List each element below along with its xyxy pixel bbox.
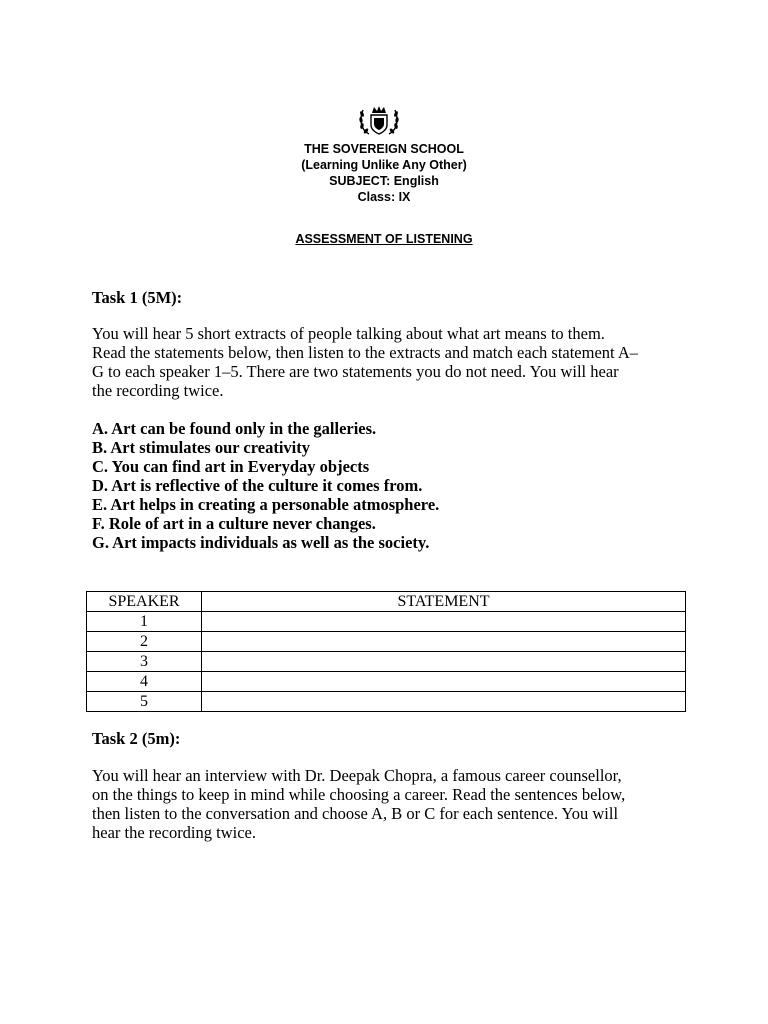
speaker-cell: 1 [87,612,202,632]
statement-cell[interactable] [202,632,686,652]
subject-label: SUBJECT: English [329,174,439,188]
school-header [0,141,768,205]
statement-item: F. Role of art in a culture never changes. [92,514,376,533]
statement-cell[interactable] [202,692,686,712]
instruction-line: G to each speaker 1–5. There are two statements you do not need. You will hear [92,362,619,381]
statement-item: A. Art can be found only in the galleries. [92,419,377,438]
statement-list [92,419,692,552]
task1-instructions [92,324,692,400]
statement-column-header: STATEMENT [202,592,686,612]
statement-item: C. You can find art in Everyday objects [92,457,370,476]
task2-instructions [92,766,692,842]
table-row [87,672,686,692]
table-row [87,652,686,672]
table-row [87,612,686,632]
task1-heading: Task 1 (5M): [92,288,183,307]
instruction-line: then listen to the conversation and choose A, B or C for each sentence. You will [92,804,619,823]
statement-item: D. Art is reflective of the culture it comes from. [92,476,423,495]
assessment-title: ASSESSMENT OF LISTENING [295,232,473,246]
task2-heading: Task 2 (5m): [92,729,181,748]
statement-cell[interactable] [202,652,686,672]
table-header-row [87,592,686,612]
instruction-line: the recording twice. [92,381,224,400]
instruction-line: on the things to keep in mind while choosing a career. Read the sentences below, [92,785,626,804]
table-row [87,692,686,712]
school-motto: (Learning Unlike Any Other) [301,158,467,172]
speaker-column-header: SPEAKER [87,592,202,612]
speaker-cell: 4 [87,672,202,692]
statement-cell[interactable] [202,672,686,692]
table-row [87,632,686,652]
speaker-cell: 5 [87,692,202,712]
statement-item: G. Art impacts individuals as well as the society. [92,533,430,552]
statement-cell[interactable] [202,612,686,632]
class-label: Class: IX [357,190,411,204]
instruction-line: You will hear 5 short extracts of people talking about what art means to them. [92,324,605,343]
instruction-line: hear the recording twice. [92,823,257,842]
instruction-line: You will hear an interview with Dr. Deepak Chopra, a famous career counsellor, [92,766,622,785]
speaker-cell: 3 [87,652,202,672]
statement-item: B. Art stimulates our creativity [92,438,310,457]
school-name: THE SOVEREIGN SCHOOL [304,142,464,156]
matching-table [86,591,686,712]
school-crest-icon [357,104,401,138]
speaker-cell: 2 [87,632,202,652]
statement-item: E. Art helps in creating a personable atmosphere. [92,495,440,514]
instruction-line: Read the statements below, then listen to the extracts and match each statement A– [92,343,639,362]
